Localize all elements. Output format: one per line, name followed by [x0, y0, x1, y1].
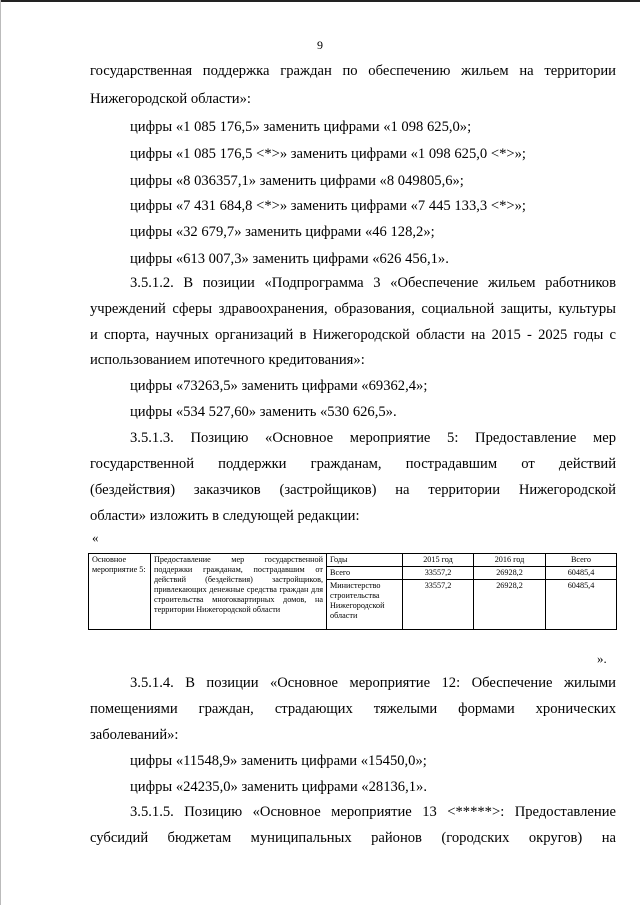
close-quote: ».: [597, 651, 607, 666]
text-line: (бездействия) заказчиков (застройщиков) на территории Нижегородской: [90, 482, 616, 498]
open-quote: «: [92, 530, 99, 545]
table-cell: 26928,2: [474, 567, 546, 580]
table-cell: Всего: [327, 567, 403, 580]
table-cell: 33557,2: [403, 580, 474, 630]
table-cell: 33557,2: [403, 567, 474, 580]
text-line: использованием ипотечного кредитования»:: [90, 352, 365, 368]
text-line: заболеваний»:: [90, 727, 179, 743]
text-line: Нижегородской области»:: [90, 91, 251, 107]
table-cell: 60485,4: [546, 580, 617, 630]
text-line: цифры «73263,5» заменить цифрами «69362,4»;: [130, 378, 428, 394]
table-cell: 26928,2: [474, 580, 546, 630]
text-line: цифры «11548,9» заменить цифрами «15450,0»;: [130, 753, 427, 769]
table-cell: Министерство строительства Нижегородской области: [327, 580, 403, 630]
text-line: цифры «534 527,60» заменить «530 626,5».: [130, 404, 397, 420]
text-line: цифры «613 007,3» заменить цифрами «626 456,1».: [130, 251, 449, 267]
text-line: субсидий бюджетам муниципальных районов (городских округов) на: [90, 830, 616, 846]
header-cell: 2015 год: [403, 554, 474, 567]
text-line: учреждений сферы здравоохранения, образования, социальной защиты, культуры: [90, 301, 616, 317]
text-line: государственной поддержки гражданам, пострадавшим от действий: [90, 456, 616, 472]
page-number: 9: [317, 38, 323, 52]
table-header-row: [89, 554, 617, 567]
text-line: государственная поддержка граждан по обеспечению жильем на территории: [90, 63, 616, 79]
header-cell: Всего: [546, 554, 617, 567]
text-line: области» изложить в следующей редакции:: [90, 508, 360, 524]
text-line: цифры «1 085 176,5» заменить цифрами «1 098 625,0»;: [130, 119, 472, 135]
table-cell: 60485,4: [546, 567, 617, 580]
text-line: помещениями граждан, страдающих тяжелыми формами хронических: [90, 701, 616, 717]
text-line: цифры «7 431 684,8 <*>» заменить цифрами «7 445 133,3 <*>»;: [130, 198, 526, 214]
text-line: 3.5.1.5. Позицию «Основное мероприятие 13 <*****>: Предоставление: [130, 804, 616, 820]
text-line: и спорта, научных организаций в Нижегородской области на 2015 - 2025 годы с: [90, 327, 616, 343]
text-line: 3.5.1.4. В позиции «Основное мероприятие 12: Обеспечение жилыми: [130, 675, 616, 691]
text-line: цифры «8 036357,1» заменить цифрами «8 049805,6»;: [130, 173, 464, 189]
header-cell: 2016 год: [474, 554, 546, 567]
text-line: цифры «1 085 176,5 <*>» заменить цифрами «1 098 625,0 <*>»;: [130, 146, 526, 162]
left-scan-edge: [0, 0, 1, 905]
text-line: цифры «32 679,7» заменить цифрами «46 128,2»;: [130, 224, 435, 240]
event-cell: Основное мероприятие 5:: [89, 554, 151, 630]
text-line: 3.5.1.3. Позицию «Основное мероприятие 5: Предоставление мер: [130, 430, 616, 446]
text-line: цифры «24235,0» заменить цифрами «28136,1».: [130, 779, 427, 795]
header-cell: Годы: [327, 554, 403, 567]
text-line: 3.5.1.2. В позиции «Подпрограмма 3 «Обеспечение жильем работников: [130, 275, 616, 291]
description-cell: Предоставление мер государственной поддержки гражданам, пострадавшим от действий (бездействия) застройщиков, привлекающих денежные средства граждан для строительства многоквартирных домов, на территории Нижегородской области: [151, 554, 327, 630]
top-border-line: [0, 0, 640, 2]
event-table: [88, 553, 617, 630]
